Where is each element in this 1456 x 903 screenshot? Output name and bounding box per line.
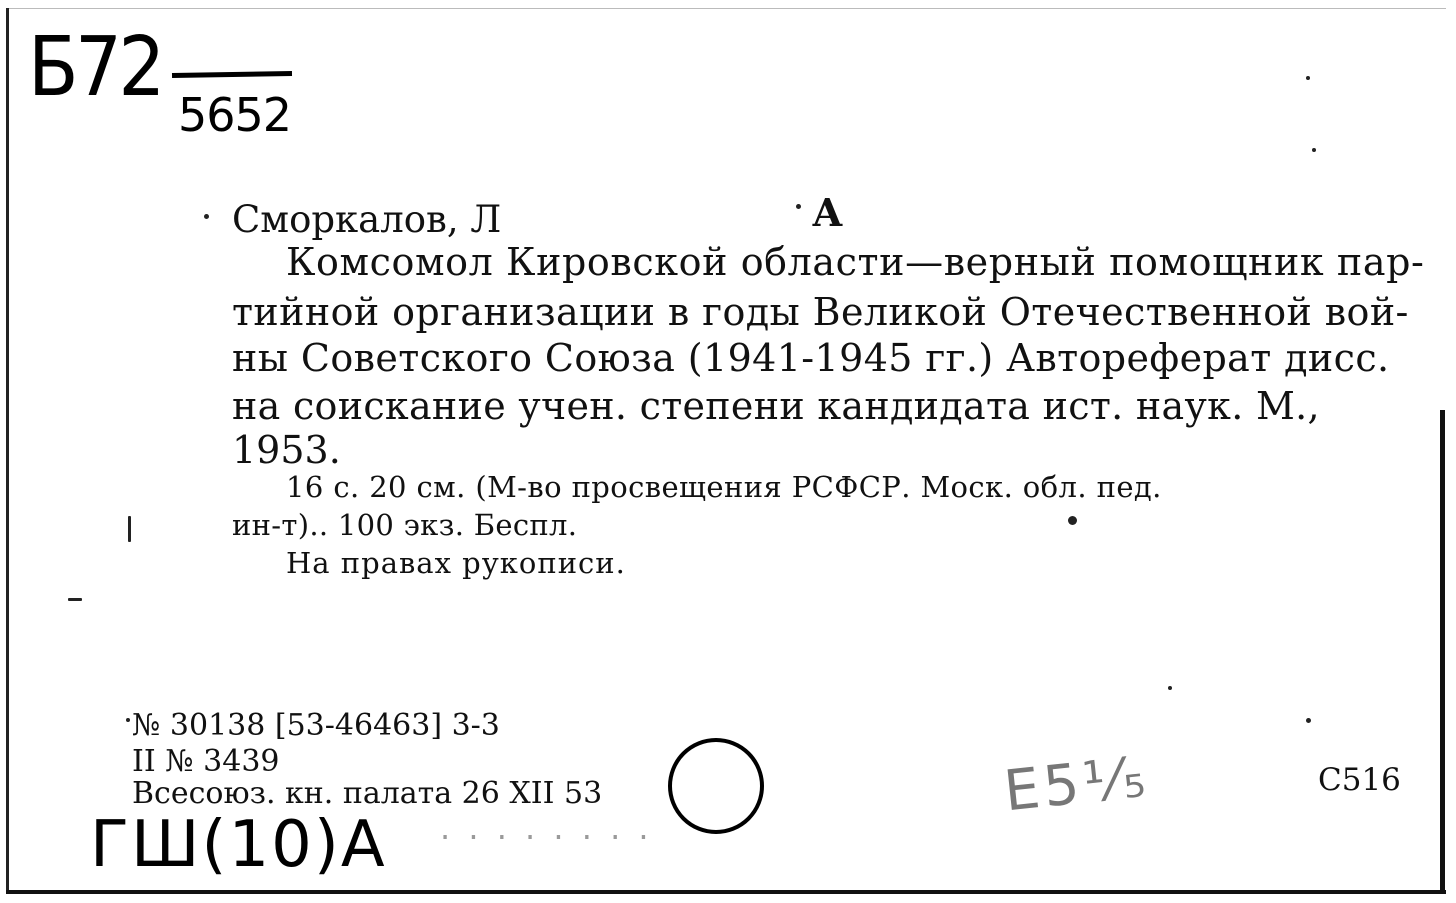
filing-letter: А [812, 190, 843, 235]
speck [1306, 718, 1311, 723]
speck [1312, 148, 1316, 152]
speck [1306, 76, 1310, 80]
title-line-4: на соискание учен. степени кандидата ист. наук. М., [232, 384, 1320, 428]
handwritten-number: E5¹⁄₅ [1001, 744, 1153, 825]
physical-description: 16 с. 20 см. (М-во просвещения РСФСР. Моск. обл. пед. [286, 470, 1162, 504]
title-line-3: ны Советского Союза (1941-1945 гг.) Автореферат дисс. [232, 336, 1390, 380]
handwritten-shelf-mark: ГШ(10)А [90, 808, 387, 882]
speck [796, 204, 801, 209]
speck [128, 516, 131, 542]
card-code: С516 [1318, 762, 1401, 798]
stamp-circle [668, 738, 764, 834]
speck [1068, 516, 1077, 525]
rights-note: На правах рукописи. [286, 546, 626, 580]
author-heading: Сморкалов, Л [232, 198, 502, 241]
call-number-sub: 5652 [178, 88, 292, 142]
speck [204, 214, 209, 219]
publisher-continuation: ин-т).. 100 экз. Беспл. [232, 508, 578, 542]
speck [1168, 686, 1172, 690]
title-line-2: тийной организации в годы Великой Отечественной вой- [232, 290, 1409, 334]
card-border-right [1440, 410, 1445, 894]
title-line-1: Комсомол Кировской области—верный помощник пар- [286, 240, 1425, 284]
speck [126, 718, 130, 722]
registry-second-number: II № 3439 [132, 744, 280, 779]
title-line-5: 1953. [232, 428, 341, 472]
card-border-left [6, 8, 9, 893]
call-number-divider [172, 71, 292, 78]
card-border-bottom [6, 890, 1446, 894]
card-border-top [6, 8, 1446, 9]
registry-chamber: Всесоюз. кн. палата 26 XII 53 [132, 776, 603, 811]
faint-handwriting: · · · · · · · · [440, 818, 653, 856]
speck [68, 598, 82, 601]
call-number-main: Б72 [28, 20, 162, 115]
registry-number: № 30138 [53-46463] 3-3 [132, 708, 500, 743]
